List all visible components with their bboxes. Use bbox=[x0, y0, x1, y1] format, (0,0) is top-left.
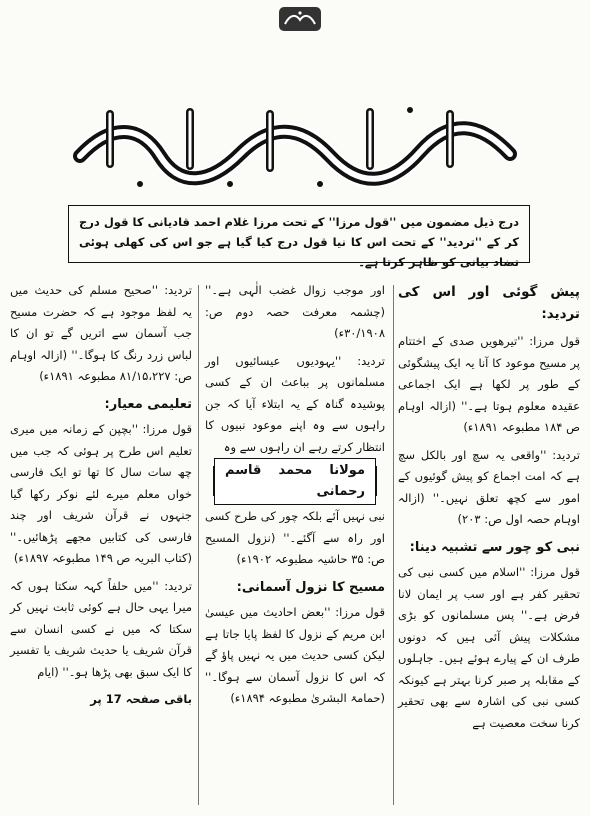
quote-paragraph: قول مرزا: ''بعض احادیث میں عیسیٰ ابن مریم کے نزول کا لفظ پایا جاتا ہے لیکن کسی حدیث میں یہ نہیں پاؤ گے کہ اس کا نزول آسمان سے ہوگا۔'' (حمامۃ البشریٰ مطبوعہ ۱۸۹۴ء) bbox=[205, 605, 385, 705]
quote-paragraph: قول مرزا: ''بچپن کے زمانہ میں میری تعلیم اس طرح پر ہوئی کہ جب میں چھ سات سال کا تھا تو ایک فارسی خواں معلم میرے لئے نوکر رکھا گیا جنہوں نے قرآن شریف اور چند فارسی کی کتابیں مجھے پڑھائیں۔'' (کتاب البریہ ص ۱۴۹ مطبوعہ ۱۸۹۷ء) bbox=[10, 422, 192, 565]
section-heading: مسیح کا نزول آسمانی: bbox=[236, 579, 385, 595]
continued-note: باقی صفحہ 17 پر bbox=[90, 692, 192, 706]
paragraph: نبی نہیں آئے بلکہ چور کی طرح کسی اور راہ سے آگئے۔'' (نزول المسیح ص: ۳۵ حاشیہ مطبوعہ ۱۹۰۲ء) bbox=[205, 509, 385, 566]
section-heading: تعلیمی معیار: bbox=[104, 396, 192, 412]
column-middle bbox=[205, 280, 385, 716]
headline-calligraphy bbox=[70, 104, 522, 190]
refutation-paragraph: تردید: ''صحیح مسلم کی حدیث میں یہ لفظ موجود ہے کہ حضرت مسیح جب آسمان سے اتریں گے تو ان کا لباس زرد رنگ کا ہوگا۔'' (ازالہ اوہام ص: ۸۱/۱۵،۲۲۷ مطبوعہ ۱۸۹۱ء) bbox=[10, 283, 192, 383]
section-heading: پیش گوئی اور اس کی تردید: bbox=[398, 284, 580, 322]
author-byline bbox=[213, 462, 377, 499]
column-right bbox=[398, 280, 580, 740]
quote-paragraph: قول مرزا: ''تیرھویں صدی کے اختتام پر مسیح موعود کا آنا یہ ایک پیشگوئی کے طور پر لکھا ہے ایک اجماعی عقیدہ معلوم ہوتا ہے۔'' (ازالہ اوہام ص ۱۸۴ مطبوعہ ۱۸۹۱ء) bbox=[398, 334, 580, 434]
refutation-paragraph: تردید: ''یہودیوں عیسائیوں اور مسلمانوں پر بباعث ان کے کسی پوشیدہ گناہ کے یہ ابتلاء آیا کہ جن راہوں سے وہ اپنے موعود نبیوں کا انتظار کرتے رہے ان راہوں سے وہ bbox=[205, 353, 385, 454]
section-heading: نبی کو چور سے تشبیہ دینا: bbox=[409, 539, 580, 555]
refutation-paragraph: تردید: ''واقعی یہ سچ اور بالکل سچ ہے کہ امت اجماع کو پیش گوئیوں کے امور سے کچھ تعلق نہیں۔'' (ازالہ اوہام حصہ اول ص: ۲۰۳) bbox=[398, 447, 580, 526]
refutation-paragraph: تردید: ''میں حلفاً کہہ سکتا ہوں کہ میرا یہی حال ہے کوئی ثابت نہیں کر سکتا کہ میں نے کسی انسان سے قرآن شریف یا حدیث شریف یا تفسیر کا ایک سبق بھی پڑھا ہو۔'' (ایام bbox=[10, 578, 192, 679]
column-rule bbox=[198, 285, 199, 805]
author-name: مولانا محمد قاسم رحمانی bbox=[214, 458, 376, 505]
khatm-e-nubuwwat-logo bbox=[278, 6, 322, 32]
column-left bbox=[10, 280, 192, 711]
intro-box: درج ذیل مضمون میں ''قول مرزا'' کے تحت مرزا غلام احمد قادیانی کا قول درج کر کے ''تردید'' کے تحت اس کا نیا قول درج کیا گیا ہے جو اس کی کھلی ہوئی تضاد بیانی کو ظاہر کرتا ہے۔ bbox=[68, 205, 530, 263]
quote-paragraph: قول مرزا: ''اسلام میں کسی نبی کی تحقیر کفر ہے اور سب پر ایمان لانا فرض ہے۔'' پس مسلمانوں کو بڑی مشکلات پیش آئی ہیں کہ دونوں طرف ان کے پیارے ہوئے ہیں۔ جاہلوں کے مقابلہ پر صبر کرنا بہتر ہے کیونکہ کسی نبی کی اشارہ سے بھی تحقیر کرنا سخت معصیت ہے bbox=[398, 565, 580, 730]
column-rule bbox=[393, 285, 394, 805]
paragraph: اور موجب زوال غضب الٰہی ہے۔'' (چشمہ معرفت حصہ دوم ص: ۳۰/۱۹۰۸ء) bbox=[205, 283, 385, 340]
